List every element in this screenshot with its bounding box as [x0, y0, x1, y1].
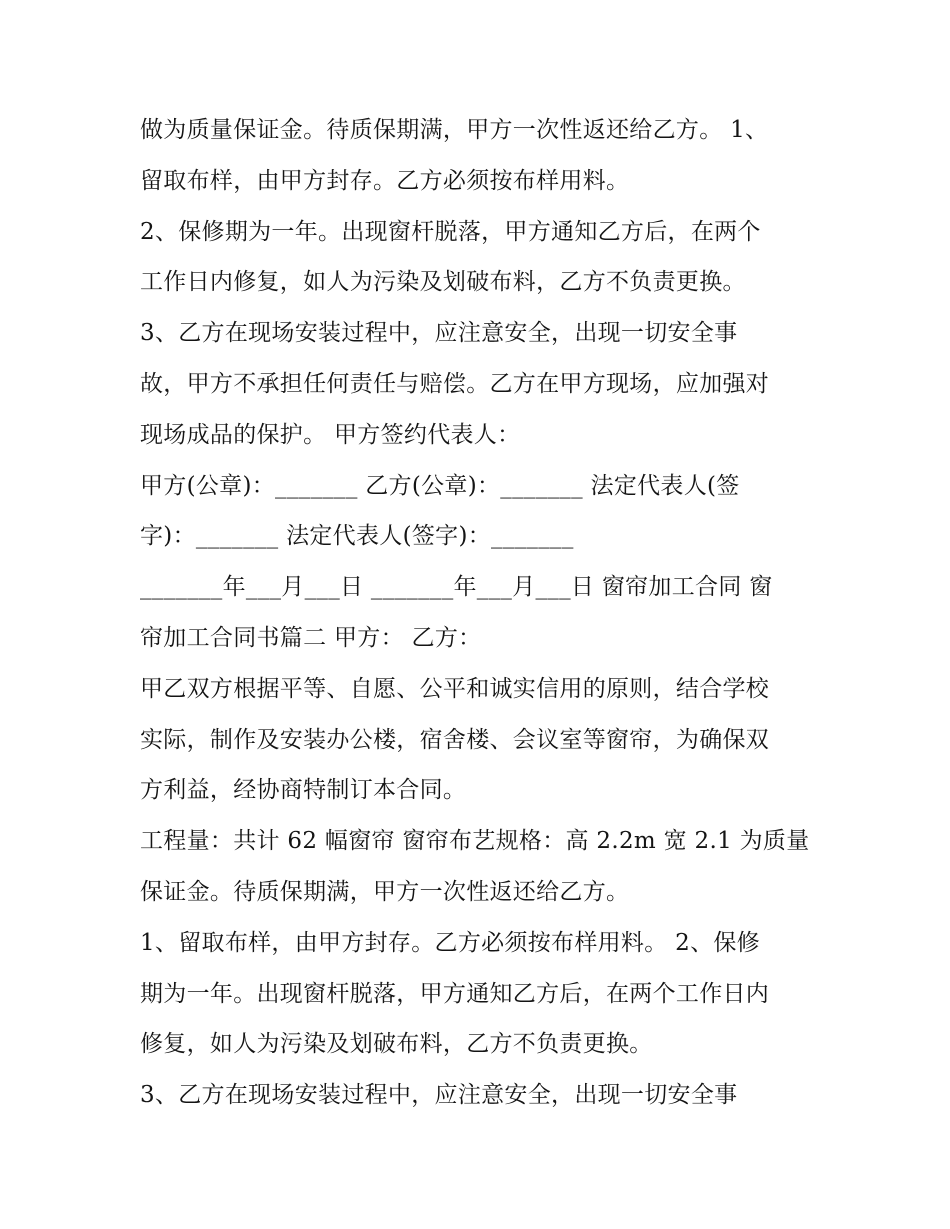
text-line: 现场成品的保护。 甲方签约代表人：	[140, 421, 521, 448]
signature-line: 甲方(公章)：_______ 乙方(公章)：_______ 法定代表人(签	[140, 472, 740, 499]
text-line: 做为质量保证金。待质保期满，甲方一次性返还给乙方。 1、	[140, 117, 769, 143]
text-line: 期为一年。出现窗杆脱落，甲方通知乙方后，在两个工作日内	[140, 980, 770, 1007]
text-line: 3、乙方在现场安装过程中，应注意安全，出现一切安全事	[140, 1082, 738, 1109]
text-line: 甲乙双方根据平等、自愿、公平和诚实信用的原则，结合学校	[140, 675, 770, 702]
signature-line: 字)：_______ 法定代表人(签字)：_______	[140, 523, 574, 550]
text-line: 帘加工合同书篇二 甲方： 乙方：	[140, 624, 482, 651]
text-line: 方利益，经协商特制订本合同。	[140, 777, 467, 804]
text-line: 2、保修期为一年。出现窗杆脱落，甲方通知乙方后，在两个	[140, 218, 761, 245]
text-line: 保证金。待质保期满，甲方一次性返还给乙方。	[140, 878, 630, 905]
document-body	[140, 105, 820, 1121]
date-line: _______年___月___日 _______年___月___日 窗帘加工合同 窗	[140, 574, 773, 601]
text-line: 实际，制作及安装办公楼，宿舍楼、会议室等窗帘，为确保双	[140, 726, 770, 753]
text-line: 1、留取布样，由甲方封存。乙方必须按布样用料。 2、保修	[140, 929, 760, 956]
text-line: 留取布样，由甲方封存。乙方必须按布样用料。	[140, 167, 630, 194]
text-line: 故，甲方不承担任何责任与赔偿。乙方在甲方现场，应加强对	[140, 370, 770, 397]
text-line: 修复，如人为污染及划破布料，乙方不负责更换。	[140, 1031, 653, 1058]
text-line: 工作日内修复，如人为污染及划破布料，乙方不负责更换。	[140, 269, 746, 296]
text-line: 3、乙方在现场安装过程中，应注意安全，出现一切安全事	[140, 320, 738, 347]
text-line: 工程量：共计 62 幅窗帘 窗帘布艺规格：高 2.2m 宽 2.1 为质量	[140, 828, 810, 855]
